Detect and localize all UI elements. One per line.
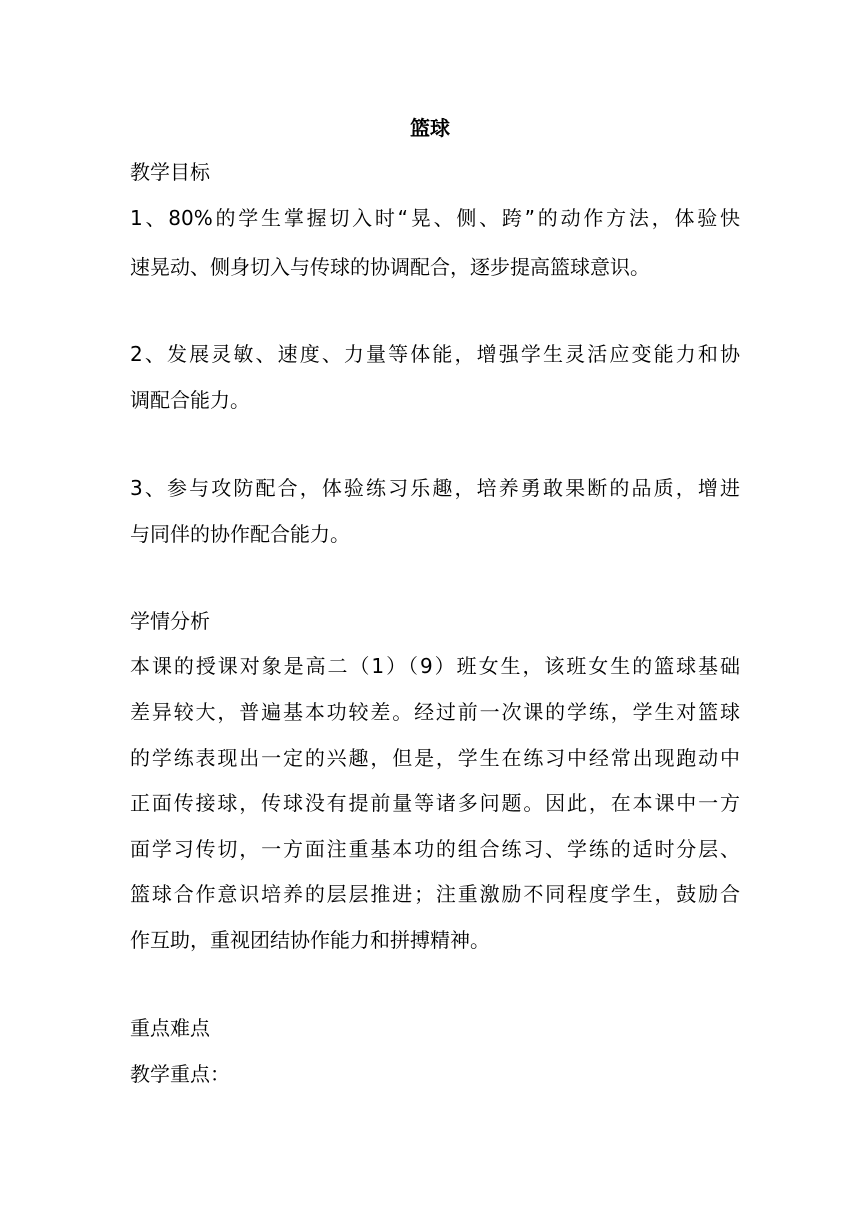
text-line: 正面传接球，传球没有提前量等诸多问题。因此，在本课中一方: [130, 791, 740, 815]
text-line: 3、参与攻防配合，体验练习乐趣，培养勇敢果断的品质，增进: [130, 476, 740, 500]
text-line: 1、80%的学生掌握切入时“晃、侧、跨”的动作方法，体验快: [130, 206, 740, 230]
text-line: 差异较大，普遍基本功较差。经过前一次课的学练，学生对篮球: [130, 700, 740, 724]
document-title: 篮球: [410, 116, 450, 140]
text-line: 的学练表现出一定的兴趣，但是，学生在练习中经常出现跑动中: [130, 746, 740, 770]
text-line: 篮球合作意识培养的层层推进；注重激励不同程度学生，鼓励合: [130, 882, 740, 906]
text-line: 调配合能力。: [130, 388, 250, 412]
text-line: 本课的授课对象是高二（1）（9）班女生，该班女生的篮球基础: [130, 654, 740, 678]
heading-teaching-goals: 教学目标: [130, 160, 210, 184]
text-line: 与同伴的协作配合能力。: [130, 522, 350, 546]
text-line: 2、发展灵敏、速度、力量等体能，增强学生灵活应变能力和协: [130, 342, 740, 366]
subheading-teaching-focus: 教学重点：: [130, 1062, 230, 1086]
text-line: 速晃动、侧身切入与传球的协调配合，逐步提高篮球意识。: [130, 255, 650, 279]
text-line: 面学习传切，一方面注重基本功的组合练习、学练的适时分层、: [130, 837, 740, 861]
text-line: 作互助，重视团结协作能力和拼搏精神。: [130, 928, 490, 952]
heading-student-analysis: 学情分析: [130, 609, 210, 633]
heading-key-difficulties: 重点难点: [130, 1016, 210, 1040]
